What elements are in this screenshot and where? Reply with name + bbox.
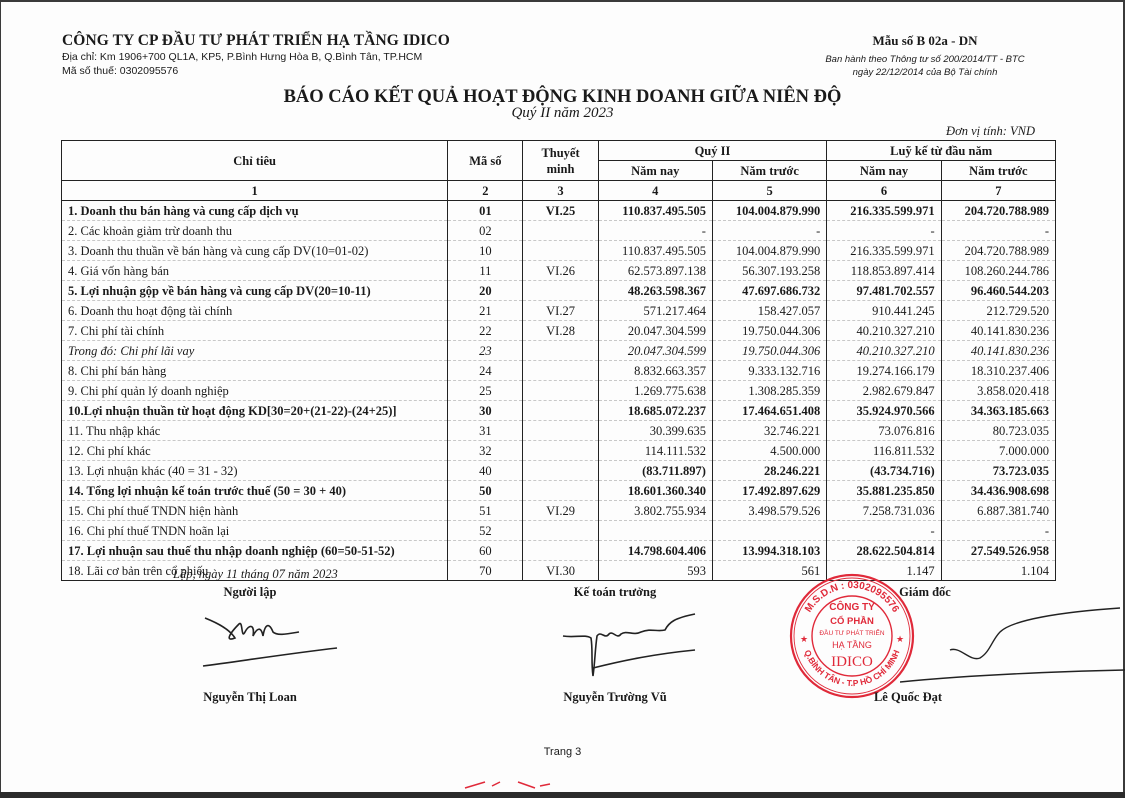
header-ytd: Luỹ kế từ đầu năm (827, 141, 1056, 161)
ytd-this-year-value: 2.982.679.847 (827, 381, 941, 401)
row-label: 13. Lợi nhuận khác (40 = 31 - 32) (62, 461, 448, 481)
company-name: CÔNG TY CP ĐẦU TƯ PHÁT TRIỂN HẠ TẦNG IDICO (62, 32, 450, 49)
stamp-line-5: IDICO (831, 654, 873, 670)
row-code: 70 (448, 561, 523, 581)
row-code: 23 (448, 341, 523, 361)
row-label: 3. Doanh thu thuần về bán hàng và cung cấp DV(10=01-02) (62, 241, 448, 261)
ytd-last-year-value: 34.363.185.663 (941, 401, 1055, 421)
row-label: 17. Lợi nhuận sau thuế thu nhập doanh nghiệp (60=50-51-52) (62, 541, 448, 561)
table-row (62, 321, 1056, 341)
ytd-this-year-value: 910.441.245 (827, 301, 941, 321)
ytd-this-year-value: 35.881.235.850 (827, 481, 941, 501)
ytd-last-year-value: 108.260.244.786 (941, 261, 1055, 281)
column-index: 1 (62, 181, 448, 201)
table-row (62, 521, 1056, 541)
quarter-last-year-value: 561 (712, 561, 826, 581)
quarter-last-year-value: 4.500.000 (712, 441, 826, 461)
row-code: 51 (448, 501, 523, 521)
quarter-last-year-value: 13.994.318.103 (712, 541, 826, 561)
quarter-last-year-value: 28.246.221 (712, 461, 826, 481)
row-label: 7. Chi phí tài chính (62, 321, 448, 341)
ytd-last-year-value: 18.310.237.406 (941, 361, 1055, 381)
table-row (62, 401, 1056, 421)
row-label: 6. Doanh thu hoạt động tài chính (62, 301, 448, 321)
stamp-line-1: CÔNG TY (829, 602, 875, 613)
table-row (62, 341, 1056, 361)
form-number: Mẫu số B 02a - DN (872, 33, 978, 48)
quarter-this-year-value: - (598, 221, 712, 241)
ytd-last-year-value: - (941, 221, 1055, 241)
chief-accountant-role: Kế toán trưởng (573, 585, 657, 599)
row-note (523, 421, 598, 441)
header-code: Mã số (448, 141, 523, 181)
row-label: 12. Chi phí khác (62, 441, 448, 461)
quarter-last-year-value: - (712, 221, 826, 241)
ytd-this-year-value: 35.924.970.566 (827, 401, 941, 421)
table-row (62, 541, 1056, 561)
quarter-last-year-value: 32.746.221 (712, 421, 826, 441)
header-quarter-this-year: Năm nay (598, 161, 712, 181)
ytd-last-year-value: 80.723.035 (941, 421, 1055, 441)
stamp-star-icon: ★ (800, 634, 809, 644)
quarter-last-year-value: 1.308.285.359 (712, 381, 826, 401)
row-label: 4. Giá vốn hàng bán (62, 261, 448, 281)
row-note: VI.29 (523, 501, 598, 521)
quarter-last-year-value: 158.427.057 (712, 301, 826, 321)
column-index: 4 (598, 181, 712, 201)
row-label: 11. Thu nhập khác (62, 421, 448, 441)
ytd-last-year-value: 40.141.830.236 (941, 341, 1055, 361)
row-code: 11 (448, 261, 523, 281)
row-label: 2. Các khoản giảm trừ doanh thu (62, 221, 448, 241)
stamp-ring-top: M.S.D.N : 0302095576 (803, 579, 901, 615)
column-index: 3 (523, 181, 598, 201)
row-code: 10 (448, 241, 523, 261)
ytd-this-year-value: 28.622.504.814 (827, 541, 941, 561)
company-address: Địa chỉ: Km 1906+700 QL1A, KP5, P.Bình Hưng Hòa B, Q.Bình Tân, TP.HCM (62, 51, 423, 63)
ytd-last-year-value: - (941, 521, 1055, 541)
quarter-this-year-value: 593 (598, 561, 712, 581)
quarter-this-year-value: 14.798.604.406 (598, 541, 712, 561)
row-note (523, 341, 598, 361)
table-row (62, 381, 1056, 401)
quarter-last-year-value: 17.464.651.408 (712, 401, 826, 421)
header-ytd-this-year: Năm nay (827, 161, 941, 181)
table-row (62, 481, 1056, 501)
row-note (523, 361, 598, 381)
table-row (62, 301, 1056, 321)
quarter-last-year-value: 19.750.044.306 (712, 341, 826, 361)
row-code: 02 (448, 221, 523, 241)
row-note (523, 461, 598, 481)
chief-accountant-name: Nguyễn Trường Vũ (563, 690, 667, 704)
ytd-this-year-value: 97.481.702.557 (827, 281, 941, 301)
row-note (523, 481, 598, 501)
ytd-this-year-value: 40.210.327.210 (827, 341, 941, 361)
partial-stamp-mark (440, 776, 560, 790)
row-code: 01 (448, 201, 523, 221)
row-note (523, 441, 598, 461)
income-statement-table (61, 140, 1056, 581)
table-row (62, 201, 1056, 221)
quarter-this-year-value: 30.399.635 (598, 421, 712, 441)
quarter-this-year-value: 62.573.897.138 (598, 261, 712, 281)
row-code: 25 (448, 381, 523, 401)
column-index: 5 (712, 181, 826, 201)
quarter-this-year-value (598, 521, 712, 541)
table-row (62, 361, 1056, 381)
quarter-this-year-value: 571.217.464 (598, 301, 712, 321)
row-note (523, 221, 598, 241)
quarter-last-year-value: 104.004.879.990 (712, 201, 826, 221)
page-number: Trang 3 (543, 746, 582, 758)
table-row (62, 221, 1056, 241)
header-ytd-last-year: Năm trước (941, 161, 1055, 181)
ytd-this-year-value: - (827, 221, 941, 241)
table-row (62, 281, 1056, 301)
row-code: 50 (448, 481, 523, 501)
quarter-this-year-value: 20.047.304.599 (598, 321, 712, 341)
table-row (62, 421, 1056, 441)
quarter-this-year-value: 1.269.775.638 (598, 381, 712, 401)
report-period: Quý II năm 2023 (511, 105, 614, 121)
stamp-line-3: ĐẦU TƯ PHÁT TRIỂN (819, 630, 885, 637)
company-stamp (788, 572, 916, 700)
quarter-this-year-value: 110.837.495.505 (598, 201, 712, 221)
row-code: 21 (448, 301, 523, 321)
row-label: 16. Chi phí thuế TNDN hoãn lại (62, 521, 448, 541)
column-index: 7 (941, 181, 1055, 201)
row-code: 22 (448, 321, 523, 341)
ytd-this-year-value: - (827, 521, 941, 541)
quarter-last-year-value: 104.004.879.990 (712, 241, 826, 261)
quarter-last-year-value: 56.307.193.258 (712, 261, 826, 281)
header-note: Thuyết minh (523, 141, 598, 181)
row-note (523, 241, 598, 261)
ytd-this-year-value: 1.147 (827, 561, 941, 581)
row-code: 31 (448, 421, 523, 441)
ytd-this-year-value: 40.210.327.210 (827, 321, 941, 341)
ytd-this-year-value: 216.335.599.971 (827, 201, 941, 221)
ytd-last-year-value: 73.723.035 (941, 461, 1055, 481)
table-row (62, 261, 1056, 281)
row-code: 20 (448, 281, 523, 301)
row-note: VI.25 (523, 201, 598, 221)
row-note (523, 381, 598, 401)
stamp-star-icon: ★ (896, 634, 905, 644)
quarter-last-year-value: 47.697.686.732 (712, 281, 826, 301)
quarter-this-year-value: (83.711.897) (598, 461, 712, 481)
column-index: 2 (448, 181, 523, 201)
row-label: 9. Chi phí quản lý doanh nghiệp (62, 381, 448, 401)
row-code: 60 (448, 541, 523, 561)
quarter-last-year-value: 19.750.044.306 (712, 321, 826, 341)
row-note: VI.28 (523, 321, 598, 341)
report-title: BÁO CÁO KẾT QUẢ HOẠT ĐỘNG KINH DOANH GIỮA NIÊN ĐỘ (283, 87, 842, 107)
issued-by-line-2: ngày 22/12/2014 của Bộ Tài chính (852, 67, 998, 78)
quarter-this-year-value: 48.263.598.367 (598, 281, 712, 301)
ytd-this-year-value: 7.258.731.036 (827, 501, 941, 521)
ytd-last-year-value: 1.104 (941, 561, 1055, 581)
row-label: 15. Chi phí thuế TNDN hiện hành (62, 501, 448, 521)
row-code: 24 (448, 361, 523, 381)
quarter-this-year-value: 8.832.663.357 (598, 361, 712, 381)
quarter-this-year-value: 18.601.360.340 (598, 481, 712, 501)
viewer-bottom-bar (0, 792, 1125, 798)
row-code: 30 (448, 401, 523, 421)
stamp-line-2: CỔ PHẦN (830, 616, 874, 627)
row-code: 32 (448, 441, 523, 461)
ytd-last-year-value: 3.858.020.418 (941, 381, 1055, 401)
director-name: Lê Quốc Đạt (873, 690, 943, 704)
row-note (523, 281, 598, 301)
preparer-role: Người lập (223, 585, 277, 599)
row-note (523, 521, 598, 541)
quarter-this-year-value: 18.685.072.237 (598, 401, 712, 421)
table-row (62, 461, 1056, 481)
table-row (62, 241, 1056, 261)
signing-date: Lập, ngày 11 tháng 07 năm 2023 (173, 567, 338, 581)
chief-accountant-signature (555, 610, 705, 680)
header-quarter: Quý II (598, 141, 827, 161)
row-note: VI.26 (523, 261, 598, 281)
quarter-this-year-value: 20.047.304.599 (598, 341, 712, 361)
ytd-this-year-value: 73.076.816 (827, 421, 941, 441)
director-role: Giám đốc (899, 585, 951, 599)
quarter-this-year-value: 114.111.532 (598, 441, 712, 461)
ytd-last-year-value: 204.720.788.989 (941, 201, 1055, 221)
ytd-this-year-value: (43.734.716) (827, 461, 941, 481)
header-indicator: Chỉ tiêu (62, 141, 448, 181)
row-code: 52 (448, 521, 523, 541)
ytd-last-year-value: 7.000.000 (941, 441, 1055, 461)
row-label: 5. Lợi nhuận gộp về bán hàng và cung cấp DV(20=10-11) (62, 281, 448, 301)
header-quarter-last-year: Năm trước (712, 161, 826, 181)
row-label: 10.Lợi nhuận thuần từ hoạt động KD[30=20+(21-22)-(24+25)] (62, 401, 448, 421)
preparer-signature (195, 610, 345, 672)
ytd-last-year-value: 34.436.908.698 (941, 481, 1055, 501)
issued-by-line-1: Ban hành theo Thông tư số 200/2014/TT - BTC (825, 54, 1025, 65)
column-index: 6 (827, 181, 941, 201)
ytd-this-year-value: 216.335.599.971 (827, 241, 941, 261)
ytd-this-year-value: 118.853.897.414 (827, 261, 941, 281)
director-signature (900, 600, 1125, 690)
ytd-last-year-value: 27.549.526.958 (941, 541, 1055, 561)
stamp-ring-bottom: Q.BÌNH TÂN - T.P HỒ CHÍ MINH (802, 648, 902, 689)
row-label: 18. Lãi cơ bản trên cổ phiếu (62, 561, 448, 581)
row-note: VI.30 (523, 561, 598, 581)
table-row (62, 441, 1056, 461)
quarter-last-year-value: 17.492.897.629 (712, 481, 826, 501)
row-code: 40 (448, 461, 523, 481)
quarter-this-year-value: 3.802.755.934 (598, 501, 712, 521)
row-label: 8. Chi phí bán hàng (62, 361, 448, 381)
ytd-last-year-value: 6.887.381.740 (941, 501, 1055, 521)
stamp-line-4: HẠ TẦNG (832, 640, 872, 650)
quarter-last-year-value: 3.498.579.526 (712, 501, 826, 521)
currency-unit: Đơn vị tính: VND (946, 124, 1035, 138)
row-note (523, 541, 598, 561)
ytd-last-year-value: 40.141.830.236 (941, 321, 1055, 341)
ytd-this-year-value: 19.274.166.179 (827, 361, 941, 381)
quarter-this-year-value: 110.837.495.505 (598, 241, 712, 261)
row-note: VI.27 (523, 301, 598, 321)
tax-code: Mã số thuế: 0302095576 (62, 65, 179, 77)
table-row (62, 501, 1056, 521)
ytd-last-year-value: 96.460.544.203 (941, 281, 1055, 301)
row-note (523, 401, 598, 421)
row-label: 14. Tổng lợi nhuận kế toán trước thuế (50 = 30 + 40) (62, 481, 448, 501)
row-label: 1. Doanh thu bán hàng và cung cấp dịch vụ (62, 201, 448, 221)
preparer-name: Nguyễn Thị Loan (203, 690, 297, 704)
ytd-last-year-value: 212.729.520 (941, 301, 1055, 321)
ytd-last-year-value: 204.720.788.989 (941, 241, 1055, 261)
ytd-this-year-value: 116.811.532 (827, 441, 941, 461)
quarter-last-year-value (712, 521, 826, 541)
quarter-last-year-value: 9.333.132.716 (712, 361, 826, 381)
row-label: Trong đó: Chi phí lãi vay (62, 341, 448, 361)
